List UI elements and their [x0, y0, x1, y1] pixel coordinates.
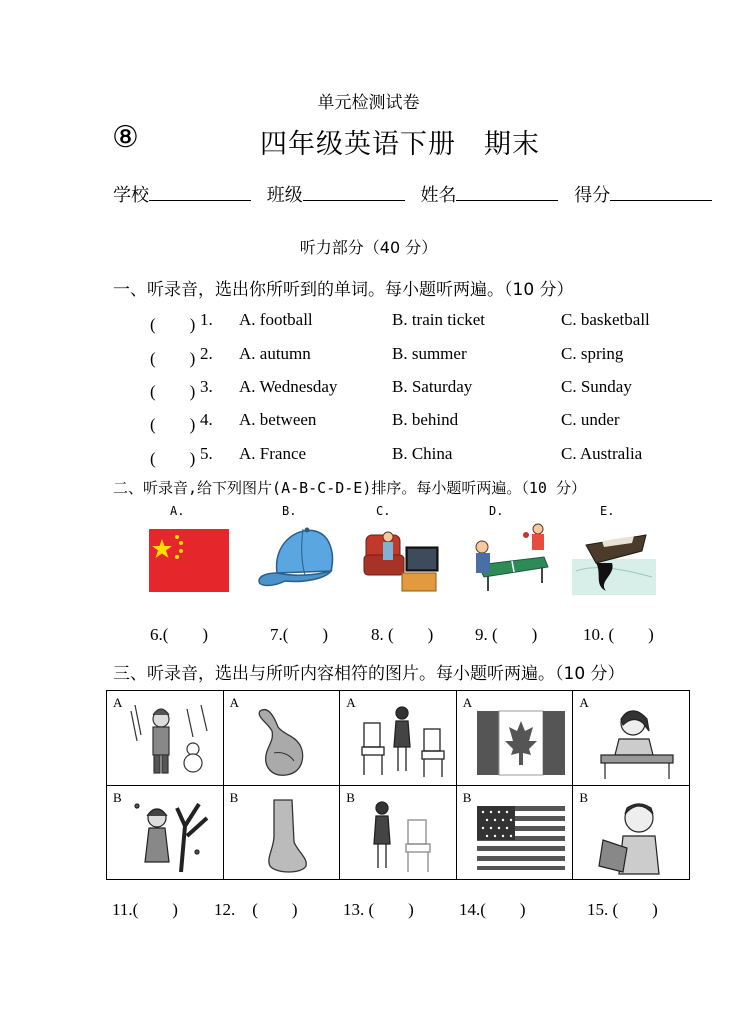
option-a: A. autumn — [239, 344, 311, 363]
question-row — [150, 410, 710, 432]
answer-blank[interactable]: 15. ( ) — [587, 900, 658, 919]
winter-boy-picture — [127, 701, 215, 781]
cell-15a[interactable] — [573, 691, 690, 786]
answer-blank[interactable]: 12. ( ) — [214, 900, 298, 919]
option-c: C. spring — [561, 344, 624, 363]
class-label: 班级 — [266, 185, 303, 206]
doc-subtitle: 单元检测试卷 — [317, 93, 420, 113]
picture-letter: D. — [489, 504, 504, 518]
question-row — [150, 344, 710, 366]
cell-11a[interactable] — [107, 691, 224, 786]
answer-blank[interactable]: 8. ( ) — [371, 625, 434, 644]
option-b: B. China — [392, 444, 453, 463]
info-row — [113, 181, 722, 207]
girl-writing-picture — [593, 701, 681, 781]
question-number: 4. — [200, 410, 213, 429]
usa-flag-picture — [477, 796, 565, 876]
option-c: C. Sunday — [561, 377, 632, 396]
cell-letter: B — [579, 789, 589, 805]
option-b: B. train ticket — [392, 310, 486, 329]
cell-letter: B — [346, 789, 355, 805]
cell-12a[interactable] — [223, 691, 340, 786]
cell-13b[interactable] — [340, 785, 457, 880]
answer-blank[interactable]: 6.( ) — [150, 625, 209, 644]
answer-paren[interactable]: ( ) — [150, 415, 196, 434]
school-label: 学校 — [113, 185, 149, 206]
option-a: A. football — [239, 310, 313, 329]
option-b: B. summer — [392, 344, 467, 363]
cell-11b[interactable] — [107, 785, 224, 880]
watching-tv-picture — [362, 521, 444, 597]
china-flag-picture — [148, 521, 230, 597]
foot-picture — [244, 796, 332, 876]
answer-paren[interactable]: ( ) — [150, 315, 196, 334]
name-label: 姓名 — [420, 185, 457, 206]
option-c: C. Australia — [561, 444, 643, 463]
answer-blank[interactable]: 9. ( ) — [475, 625, 538, 644]
school-blank[interactable] — [149, 182, 251, 201]
class-blank[interactable] — [303, 182, 405, 201]
cell-13a[interactable] — [340, 691, 457, 786]
cell-14a[interactable] — [456, 691, 573, 786]
autumn-girl-picture — [127, 796, 215, 876]
option-a: A. France — [239, 444, 307, 463]
option-a: A. Wednesday — [239, 377, 338, 396]
ship-picture — [572, 521, 656, 597]
listening-header: 听力部分（40 分） — [299, 238, 438, 257]
cell-letter: A — [579, 695, 589, 710]
row-b — [107, 785, 690, 880]
answer-blank[interactable]: 14.( ) — [459, 900, 526, 919]
picture-grid — [106, 690, 690, 880]
section2-title: 二、听录音,给下列图片(A-B-C-D-E)排序。每小题听两遍。（10 分） — [113, 479, 586, 497]
table-tennis-picture — [468, 521, 552, 597]
section3-title: 三、听录音，选出与所听内容相符的图片。每小题听两遍。（10 分） — [113, 664, 625, 684]
answer-paren[interactable]: ( ) — [150, 449, 196, 468]
cell-letter: B — [229, 789, 239, 805]
section1-title: 一、听录音，选出你所听到的单词。每小题听两遍。（10 分） — [113, 280, 574, 300]
circled-number: ⑧ — [112, 120, 139, 155]
question-number: 2. — [200, 344, 213, 363]
question-row — [150, 444, 710, 466]
cap-picture — [255, 521, 337, 597]
answer-blank[interactable]: 13. ( ) — [343, 900, 414, 919]
option-b: B. behind — [392, 410, 459, 429]
cell-letter: A — [113, 695, 123, 710]
option-b: B. Saturday — [392, 377, 473, 396]
picture-letter: E. — [600, 504, 615, 518]
picture-letter: A. — [170, 504, 185, 518]
question-number: 1. — [200, 310, 213, 329]
cell-letter: A — [462, 695, 473, 710]
question-number: 5. — [200, 444, 213, 463]
question-number: 3. — [200, 377, 213, 396]
question-row — [150, 377, 710, 399]
option-c: C. basketball — [561, 310, 650, 329]
cell-letter: B — [462, 789, 472, 805]
picture-letter: B. — [282, 504, 297, 518]
answer-blank[interactable]: 11.( ) — [112, 900, 178, 919]
canada-flag-picture — [477, 701, 565, 781]
girl-beside-chair-picture — [360, 796, 448, 876]
option-c: C. under — [561, 410, 620, 429]
question-row — [150, 310, 710, 332]
picture-letter: C. — [376, 504, 391, 518]
cell-12b[interactable] — [223, 785, 340, 880]
boy-reading-picture — [593, 796, 681, 876]
cell-14b[interactable] — [456, 785, 573, 880]
row-a — [107, 691, 690, 786]
answer-paren[interactable]: ( ) — [150, 349, 196, 368]
girl-between-chairs-picture — [360, 701, 448, 781]
doc-title: 四年级英语下册 期末 — [260, 129, 540, 160]
cell-15b[interactable] — [573, 785, 690, 880]
cell-letter: A — [346, 695, 356, 710]
score-blank[interactable] — [610, 182, 712, 201]
score-label: 得分 — [574, 185, 611, 206]
cell-letter: A — [229, 695, 239, 710]
answer-blank[interactable]: 10. ( ) — [583, 625, 654, 644]
option-a: A. between — [239, 410, 317, 429]
finger-picture — [244, 701, 332, 781]
cell-letter: B — [113, 789, 122, 805]
answer-paren[interactable]: ( ) — [150, 382, 196, 401]
answer-blank[interactable]: 7.( ) — [270, 625, 329, 644]
name-blank[interactable] — [456, 182, 558, 201]
